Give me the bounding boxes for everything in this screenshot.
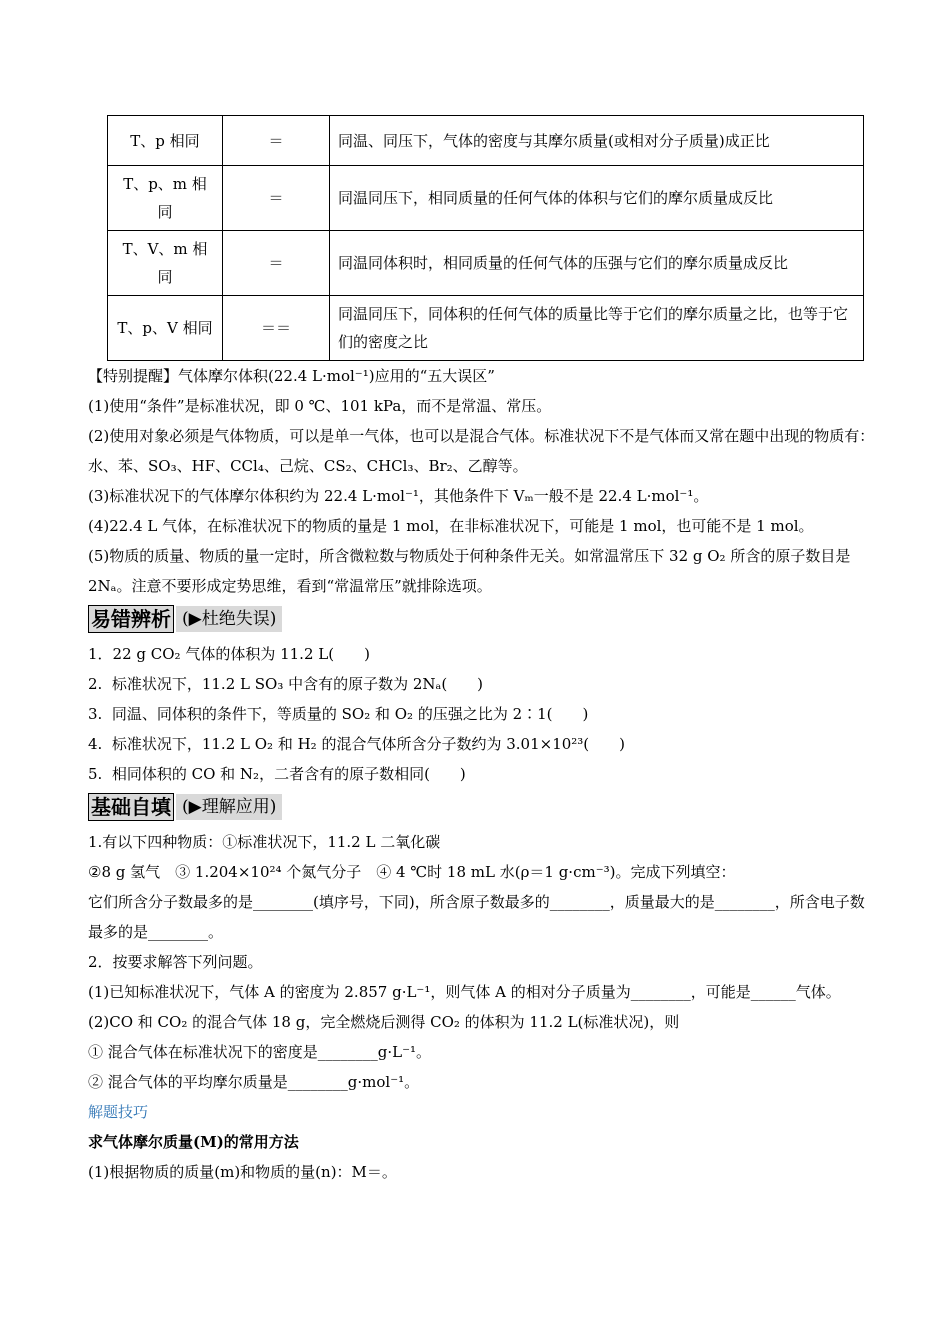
description-cell: 同温同压下，相同质量的任何气体的体积与它们的摩尔质量成反比 [330,166,864,231]
question-item: ① 混合气体在标准状况下的密度是________g·L⁻¹。 [88,1043,432,1061]
table-row [108,231,864,296]
question-item: ② 混合气体的平均摩尔质量是________g·mol⁻¹。 [88,1073,420,1091]
condition-cell: T、V、m 相同 [108,231,223,296]
question-item: 4. 标准状况下，11.2 L O₂ 和 H₂ 的混合气体所含分子数约为 3.01×10²³( ) [88,735,626,753]
question-item: 1.有以下四种物质：①标准状况下，11.2 L 二氧化碳 [88,833,441,851]
question-item: (2)CO 和 CO₂ 的混合气体 18 g，完全燃烧后测得 CO₂ 的体积为 11.2 L(标准状况)，则 [88,1013,680,1031]
tip-item: (2)使用对象必须是气体物质，可以是单一气体，也可以是混合气体。标准状况下不是气体而又常在题中出现的物质有：水、苯、SO₃、HF、CCl₄、己烷、CS₂、CHCl₃、Br₂、乙醇等。 [88,427,875,475]
method-title: 求气体摩尔质量(M)的常用方法 [88,1133,299,1151]
condition-cell: T、p、V 相同 [108,296,223,361]
tips-heading: 解题技巧 [88,1103,149,1121]
relation-cell: ＝ [223,231,330,296]
question-item: (1)已知标准状况下，气体 A 的密度为 2.857 g·L⁻¹，则气体 A 的相对分子质量为________，可能是______气体。 [88,983,841,1001]
question-item: ②8 g 氢气 ③ 1.204×10²⁴ 个氮气分子 ④ 4 ℃时 18 mL 水(ρ＝1 g·cm⁻³)。完成下列填空： [88,863,736,881]
table-row [108,116,864,166]
description-cell: 同温同体积时，相同质量的任何气体的压强与它们的摩尔质量成反比 [330,231,864,296]
tip-item: (3)标准状况下的气体摩尔体积约为 22.4 L·mol⁻¹，其他条件下 Vₘ一般不是 22.4 L·mol⁻¹。 [88,487,709,505]
description-cell: 同温、同压下，气体的密度与其摩尔质量(或相对分子质量)成正比 [330,116,864,166]
table-row [108,296,864,361]
tip-item: (1)使用“条件”是标准状况，即 0 ℃、101 kPa，而不是常温、常压。 [88,397,552,415]
tip-item: (5)物质的质量、物质的量一定时，所含微粒数与物质处于何种条件无关。如常温常压下 32 g O₂ 所含的原子数目是 2Nₐ。注意不要形成定势思维，看到“常温常压”就排除选项。 [88,547,856,595]
gas-law-table [107,115,864,361]
relation-cell: ＝ [223,166,330,231]
question-item: 5. 相同体积的 CO 和 N₂，二者含有的原子数相同( ) [88,765,466,783]
question-item: 1．22 g CO₂ 气体的体积为 11.2 L( ) [88,645,370,663]
method-item: (1)根据物质的质量(m)和物质的量(n)：M＝。 [88,1163,397,1181]
section-header-basic-fill [88,791,878,823]
tip-title: 【特别提醒】气体摩尔体积(22.4 L·mol⁻¹)应用的“五大误区” [88,367,495,385]
section-title: 基础自填 [88,793,174,821]
condition-cell: T、p 相同 [108,116,223,166]
relation-cell: ＝＝ [223,296,330,361]
question-item: 3. 同温、同体积的条件下，等质量的 SO₂ 和 O₂ 的压强之比为 2∶1( ) [88,705,589,723]
section-subtitle: (▶杜绝失误) [176,606,282,632]
question-item: 2．按要求解答下列问题。 [88,953,263,971]
section-title: 易错辨析 [88,605,174,633]
page [88,115,878,1187]
question-item: 2. 标准状况下，11.2 L SO₃ 中含有的原子数为 2Nₐ( ) [88,675,484,693]
section-header-error-analysis [88,603,878,635]
condition-cell: T、p、m 相同 [108,166,223,231]
description-cell: 同温同压下，同体积的任何气体的质量比等于它们的摩尔质量之比，也等于它们的密度之比 [330,296,864,361]
relation-cell: ＝ [223,116,330,166]
table-row [108,166,864,231]
tip-item: (4)22.4 L 气体，在标准状况下的物质的量是 1 mol，在非标准状况下，可能是 1 mol，也可能不是 1 mol。 [88,517,814,535]
question-item: 它们所含分子数最多的是________(填序号，下同)，所含原子数最多的________，质量最大的是________，所含电子数最多的是________。 [88,893,865,941]
section-subtitle: (▶理解应用) [176,794,282,820]
